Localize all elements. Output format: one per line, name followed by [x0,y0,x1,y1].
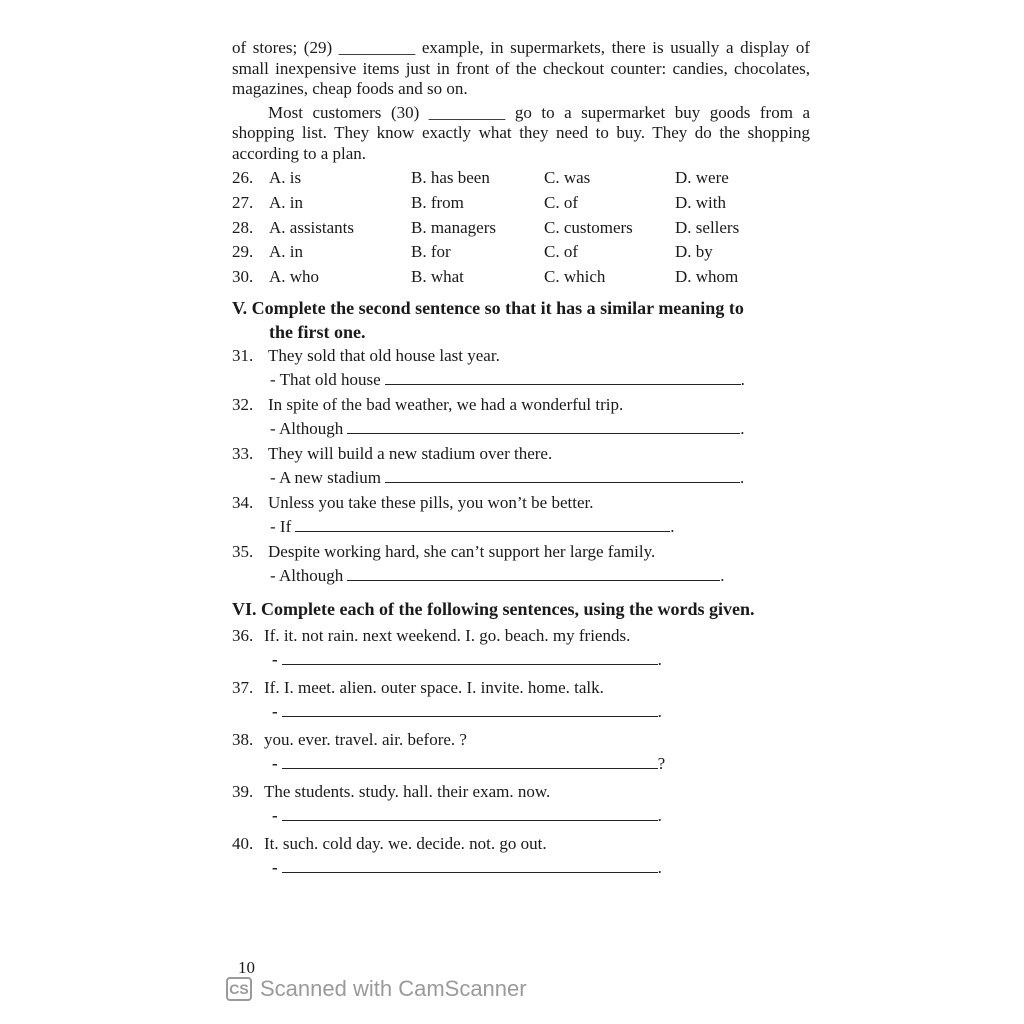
answer-blank[interactable] [385,370,741,385]
answer-end: . [657,650,662,670]
option-c: C. of [544,242,578,262]
answer-line [232,648,810,673]
answer-end: . [740,419,745,439]
option-d: D. sellers [675,217,740,237]
option-row [232,191,810,216]
question-number: 35. [232,541,254,561]
question-number: 31. [232,345,254,365]
given-words: The students. study. hall. their exam. now. [264,781,551,801]
answer-end: . [739,468,745,488]
answer-end: . [657,806,662,826]
answer-blank[interactable] [282,702,658,717]
question-number: 34. [232,492,254,512]
option-b: B. managers [411,217,496,237]
question [232,728,810,753]
option-b: B. has been [411,168,490,187]
question-number: 36. [232,625,254,645]
question-sentence: Despite working hard, she can’t support her large family. [268,541,656,561]
answer-line [232,564,810,589]
page-number: 10 [238,958,255,977]
option-b: B. from [411,192,464,212]
section-5-heading-line-2: the first one. [269,321,366,342]
question-number: 33. [232,443,254,463]
option-row [232,240,810,265]
camscanner-watermark [226,976,527,1002]
question-number: 32. [232,394,254,414]
option-d: D. were [675,168,729,187]
answer-line [232,700,810,725]
option-b: B. for [411,242,451,262]
question [232,344,810,369]
answer-end: . [657,858,662,878]
question-number: 39. [232,781,254,801]
answer-end: . [720,566,725,586]
answer-blank[interactable] [282,650,658,665]
option-d: D. with [675,192,726,212]
question-number: 37. [232,677,254,697]
answer-line [232,856,810,881]
question [232,393,810,418]
given-words: you. ever. travel. air. before. ? [264,729,467,749]
question [232,491,810,516]
passage-paragraph-1: of stores; (29) _________ example, in supermarkets, there is usually a display of small inexpensive items just in front of the checkout counter: candies, chocolates, magazines, cheap foods and so on. [232,38,810,98]
question-sentence: In spite of the bad weather, we had a wonderful trip. [268,394,624,414]
section-6-items [232,624,810,881]
option-a: A. is [269,168,302,187]
question [232,832,810,857]
section-5-heading-line-1: V. Complete the second sentence so that it has a similar meaning to [232,297,744,318]
option-c: C. which [544,267,606,287]
given-words: It. such. cold day. we. decide. not. go out. [264,833,547,853]
answer-dash: - [272,858,278,878]
question-number: 27. [232,192,254,212]
question [232,676,810,701]
option-b: B. what [411,267,464,287]
option-row [232,166,810,191]
question-sentence: They will build a new stadium over there. [268,443,553,463]
answer-prompt: - Although [270,566,344,586]
answer-prompt: - Although [270,419,344,439]
option-c: C. of [544,192,578,212]
question-sentence: They sold that old house last year. [268,345,500,365]
section-5-items [232,344,810,589]
answer-blank[interactable] [282,806,658,821]
answer-dash: - [272,702,278,722]
camscanner-logo-icon: CS [226,977,252,1001]
question-number: 40. [232,833,254,853]
question-number: 26. [232,168,254,187]
worksheet-page [232,38,810,884]
answer-dash: - [272,754,278,774]
option-a: A. who [269,267,320,287]
given-words: If. I. meet. alien. outer space. I. invite. home. talk. [264,677,604,697]
question-number: 30. [232,267,254,287]
given-words: If. it. not rain. next weekend. I. go. beach. my friends. [264,625,631,645]
answer-line [232,417,810,442]
option-d: D. by [675,242,713,262]
multiple-choice-options [232,166,810,290]
watermark-text: Scanned with CamScanner [260,976,527,1001]
question [232,540,810,565]
answer-line [232,804,810,829]
answer-end: . [657,702,662,722]
option-d: D. whom [675,267,739,287]
answer-blank[interactable] [295,517,670,532]
answer-line [232,752,810,777]
question-number: 38. [232,729,254,749]
answer-blank[interactable] [385,468,740,483]
option-a: A. assistants [269,217,354,237]
answer-blank[interactable] [347,566,720,581]
question-sentence: Unless you take these pills, you won’t be better. [268,492,594,512]
answer-blank[interactable] [282,754,658,769]
answer-prompt: - That old house [270,370,381,390]
question [232,780,810,805]
answer-blank[interactable] [347,419,740,434]
question [232,624,810,649]
option-row [232,265,810,290]
answer-line [232,368,810,393]
answer-prompt: - A new stadium [270,468,381,488]
answer-dash: - [272,806,278,826]
passage-paragraph-2: Most customers (30) _________ go to a supermarket buy goods from a shopping list. They know exactly what they need to buy. They do the shopping according to a plan. [232,102,810,163]
option-a: A. in [269,242,303,262]
option-c: C. was [544,168,591,187]
answer-end: . [670,517,675,537]
option-row [232,216,810,241]
answer-dash: - [272,650,278,670]
question-number: 29. [232,242,254,262]
section-6-heading: VI. Complete each of the following sentences, using the words given. [232,598,755,619]
option-c: C. customers [544,217,633,237]
answer-end: . [740,370,745,390]
question-number: 28. [232,217,254,237]
answer-line [232,515,810,540]
section-5-heading [232,296,810,344]
question [232,442,810,467]
option-a: A. in [269,192,303,212]
answer-prompt: - If [270,517,292,537]
answer-end: ? [657,754,666,774]
answer-line [232,466,810,491]
answer-blank[interactable] [282,858,658,873]
